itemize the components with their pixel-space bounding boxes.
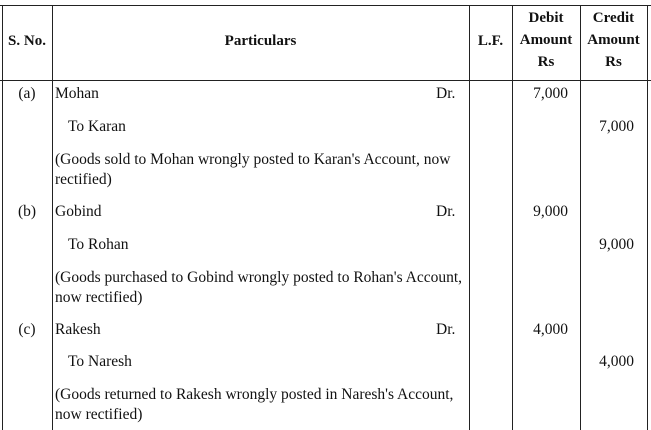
entry-c-debit-account: Rakesh [55,321,101,338]
entry-b-debit-amount: 9,000 [533,203,568,220]
header-credit-line2: Amount [587,32,640,48]
header-credit-line1: Credit [592,10,635,26]
entry-c-credit-amount: 4,000 [599,353,634,370]
header-debit-line2: Amount [519,32,573,48]
col-border-particulars [469,5,470,430]
entry-b-dr: Dr. [436,203,456,220]
table-top-border [0,5,651,6]
entry-a-debit-account: Mohan [55,85,99,102]
entry-b-credit-account: To Rohan [68,236,129,253]
entry-a-debit-amount: 7,000 [533,85,568,102]
entry-a-dr: Dr. [436,85,456,102]
entry-a-sno: (a) [18,85,36,102]
entry-a-narration: (Goods sold to Mohan wrongly posted to Karan's Account, now rectified) [55,151,451,188]
entry-c-narration: (Goods returned to Rakesh wrongly posted in Naresh's Account, now rectified) [55,386,454,423]
entry-c-dr: Dr. [436,321,456,338]
header-debit-line3: Rs [537,54,555,70]
header-lf: L.F. [477,33,504,49]
header-debit-line1: Debit [528,10,564,26]
entry-c-sno: (c) [18,321,36,338]
entry-c-debit-amount: 4,000 [533,321,568,338]
entry-b-narration: (Goods purchased to Gobind wrongly posted to Rohan's Account, now rectified) [55,269,463,306]
entry-b-credit-amount: 9,000 [599,236,634,253]
col-border-credit [647,5,648,430]
entry-a-credit-amount: 7,000 [599,118,634,135]
col-border-sno [52,5,53,430]
header-sno: S. No. [8,33,46,49]
entry-b-debit-account: Gobind [55,203,102,220]
header-credit-line3: Rs [605,54,622,70]
header-particulars: Particulars [224,33,297,49]
header-bottom-border [0,80,651,81]
entry-a-credit-account: To Karan [68,118,126,135]
entry-c-credit-account: To Naresh [68,353,132,370]
entry-b-sno: (b) [17,203,37,220]
